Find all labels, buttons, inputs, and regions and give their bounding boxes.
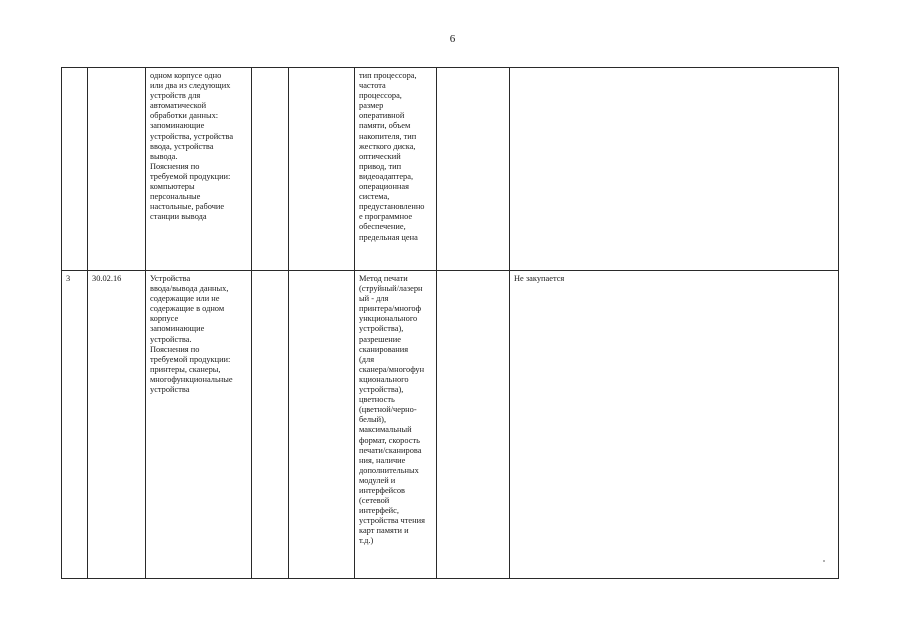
table-row bbox=[62, 68, 839, 271]
okpd-code-cell: 30.02.16 bbox=[88, 271, 146, 579]
empty-cell bbox=[289, 68, 355, 271]
characteristics-cell: тип процессора, частота процессора, размер оперативной памяти, объем накопителя, тип жесткого диска, оптический привод, тип видеоадаптера, операционная система, предустановленно е программное обеспечение, предельная цена bbox=[355, 68, 437, 271]
row-number-cell bbox=[62, 68, 88, 271]
product-description-cell: одном корпусе одно или два из следующих устройств для автоматической обработки данных: запоминающие устройства, устройства ввода, устройства вывода. Пояснения по требуемой продукции: компьютеры персональные настольные, рабочие станции вывода bbox=[146, 68, 252, 271]
scan-speck bbox=[823, 560, 825, 562]
characteristics-cell: Метод печати (струйный/лазерн ый - для принтера/многоф ункционального устройства), разрешение сканирования (для сканера/многофун кционального устройства), цветность (цветной/черно- белый), максимальный формат, скорость печати/сканирова ния, наличие дополнительных модулей и интерфейсов (сетевой интерфейс, устройства чтения карт памяти и т.д.) bbox=[355, 271, 437, 579]
table-row bbox=[62, 271, 839, 579]
empty-cell bbox=[252, 271, 289, 579]
empty-cell bbox=[252, 68, 289, 271]
note-cell: Не закупается bbox=[510, 271, 839, 579]
empty-cell bbox=[289, 271, 355, 579]
empty-cell bbox=[437, 271, 510, 579]
okpd-code-cell bbox=[88, 68, 146, 271]
page-number: 6 bbox=[449, 33, 456, 45]
note-cell bbox=[510, 68, 839, 271]
product-description-cell: Устройства ввода/вывода данных, содержащие или не содержащие в одном корпусе запоминающие устройства. Пояснения по требуемой продукции: принтеры, сканеры, многофункциональные устройства bbox=[146, 271, 252, 579]
empty-cell bbox=[437, 68, 510, 271]
requirements-table bbox=[61, 67, 839, 579]
row-number-cell: 3 bbox=[62, 271, 88, 579]
